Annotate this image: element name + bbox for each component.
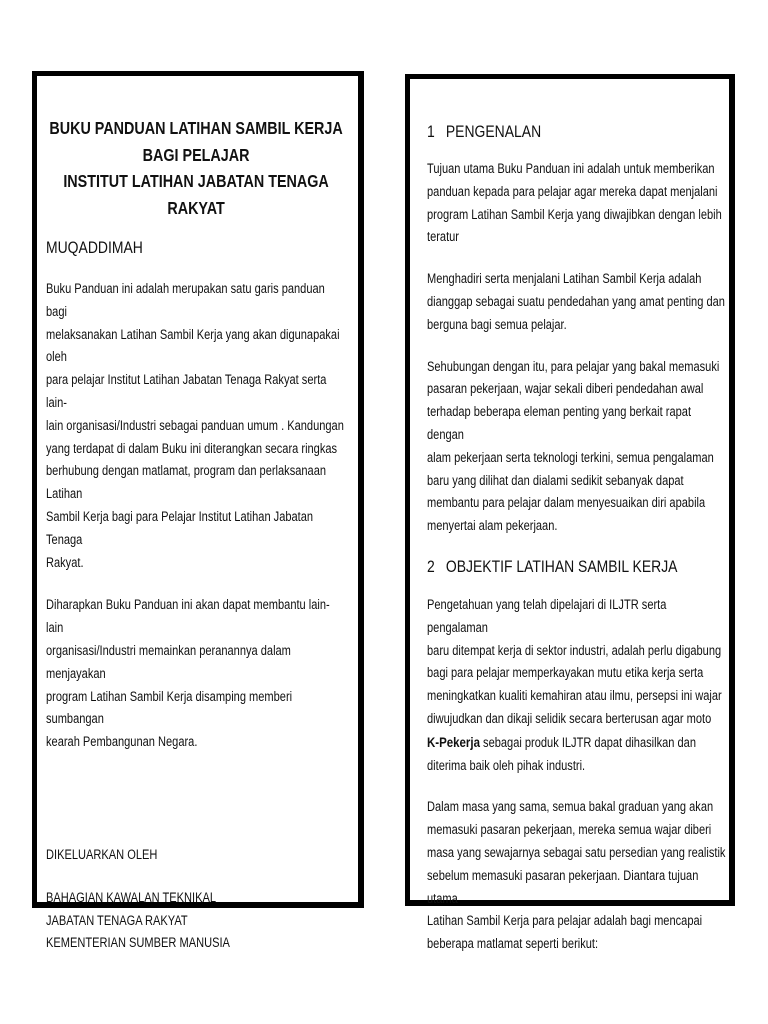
text-line: terhadap beberapa eleman penting yang berkait rapat dengan: [427, 404, 692, 442]
text-line: Menghadiri serta menjalani Latihan Sambil Kerja adalah: [427, 271, 702, 287]
text-line: membantu para pelajar dalam menyesuaikan diri apabila: [427, 495, 706, 511]
section-number: 1: [427, 122, 435, 141]
text-line: kearah Pembangunan Negara.: [46, 734, 198, 750]
text-line: Dalam masa yang sama, semua bakal graduan yang akan: [427, 799, 714, 815]
issuer-block: [46, 887, 346, 955]
section-title: OBJEKTIF LATIHAN SAMBIL KERJA: [445, 556, 678, 576]
section-1-heading: [427, 122, 727, 142]
text-line: memasuki pasaran pekerjaan, mereka semua wajar diberi: [427, 822, 712, 838]
left-page-panel: [32, 71, 364, 951]
text-line: bagi para pelajar memperkayakan mutu etika kerja serta: [427, 665, 704, 681]
text-line: [427, 731, 727, 755]
text-line: sebelum memasuki pasaran pekerjaan. Diantara tujuan utama: [427, 867, 699, 906]
text-line: teratur: [427, 229, 460, 245]
k-pekerja-emphasis: K-Pekerja: [427, 733, 480, 750]
right-page-content: [427, 122, 727, 956]
title-line: RAKYAT: [167, 197, 225, 218]
issuer-line: KEMENTERIAN SUMBER MANUSIA: [46, 935, 230, 951]
text-line: Sehubungan dengan itu, para pelajar yang bakal memasuki: [427, 358, 720, 374]
section-1-paragraph-1: [427, 158, 727, 249]
section-1-paragraph-3: [427, 356, 727, 538]
text-line: lain organisasi/Industri sebagai panduan umum . Kandungan: [46, 417, 344, 433]
text-line: yang terdapat di dalam Buku ini diterangkan secara ringkas: [46, 440, 338, 456]
text-line: Rakyat.: [46, 554, 84, 570]
text-line: panduan kepada para pelajar agar mereka dapat menjalani: [427, 183, 718, 199]
left-page-content: [46, 115, 346, 955]
text-line: organisasi/Industri memainkan peranannya dalam menjayakan: [46, 642, 291, 681]
section-title: PENGENALAN: [445, 122, 542, 141]
muqaddimah-paragraph-1: [46, 278, 346, 574]
text-line: Pengetahuan yang telah dipelajari di ILJTR serta pengalaman: [427, 596, 667, 635]
muqaddimah-heading: MUQADDIMAH: [46, 238, 143, 257]
muqaddimah-paragraph-2: [46, 594, 346, 754]
text-line: program Latihan Sambil Kerja yang diwajibkan dengan lebih: [427, 206, 722, 222]
section-2-paragraph-2: [427, 796, 727, 956]
text-line: Diharapkan Buku Panduan ini akan dapat membantu lain-lain: [46, 597, 330, 636]
text-run: sebagai produk ILJTR dapat dihasilkan dan: [479, 734, 696, 750]
text-line: berhubung dengan matlamat, program dan perlaksanaan Latihan: [46, 463, 327, 502]
text-line: masa yang sewajarnya sebagai satu persedian yang realistik: [427, 844, 726, 860]
text-line: pasaran pekerjaan, wajar sekali diberi pendedahan awal: [427, 381, 704, 397]
right-page-panel: [405, 74, 735, 952]
text-line: meningkatkan kualiti kemahiran atau ilmu, persepsi ini wajar: [427, 688, 722, 704]
document-title: [46, 115, 346, 221]
section-1-paragraph-2: [427, 268, 727, 336]
title-line: INSTITUT LATIHAN JABATAN TENAGA: [63, 171, 329, 191]
text-line: Latihan Sambil Kerja para pelajar adalah bagi mencapai: [427, 913, 703, 929]
text-line: program Latihan Sambil Kerja disamping memberi sumbangan: [46, 688, 293, 727]
text-line: para pelajar Institut Latihan Jabatan Tenaga Rakyat serta lain-: [46, 372, 327, 410]
text-line: dianggap sebagai suatu pendedahan yang amat penting dan: [427, 293, 725, 309]
text-line: Tujuan utama Buku Panduan ini adalah untuk memberikan: [427, 161, 715, 176]
text-line: diterima baik oleh pihak industri.: [427, 757, 586, 773]
text-line: Buku Panduan ini adalah merupakan satu garis panduan bagi: [46, 281, 325, 319]
text-line: alam pekerjaan serta teknologi terkini, semua pengalaman: [427, 449, 714, 465]
text-line: baru yang dilihat dan dialami sedikit sebanyak dapat: [427, 472, 684, 488]
issuer-line: BAHAGIAN KAWALAN TEKNIKAL: [46, 889, 216, 905]
title-line: BAGI PELAJAR: [142, 144, 250, 165]
issuer-line: JABATAN TENAGA RAKYAT: [46, 912, 188, 928]
text-line: berguna bagi semua pelajar.: [427, 316, 567, 332]
section-2-paragraph-1: [427, 594, 727, 777]
section-2-heading: [427, 557, 727, 577]
title-line: BUKU PANDUAN LATIHAN SAMBIL KERJA: [49, 118, 343, 138]
text-line: baru ditempat kerja di sektor industri, adalah perlu digabung: [427, 642, 722, 658]
text-line: beberapa matlamat seperti berikut:: [427, 936, 599, 952]
section-number: 2: [427, 556, 435, 576]
text-line: melaksanakan Latihan Sambil Kerja yang akan digunapakai oleh: [46, 326, 340, 365]
text-line: menyertai alam pekerjaan.: [427, 518, 558, 534]
text-line: diwujudkan dan dikaji selidik secara berterusan agar moto: [427, 710, 712, 726]
issued-by-label: DIKELUARKAN OLEH: [46, 846, 158, 862]
text-line: Sambil Kerja bagi para Pelajar Institut Latihan Jabatan Tenaga: [46, 508, 314, 547]
